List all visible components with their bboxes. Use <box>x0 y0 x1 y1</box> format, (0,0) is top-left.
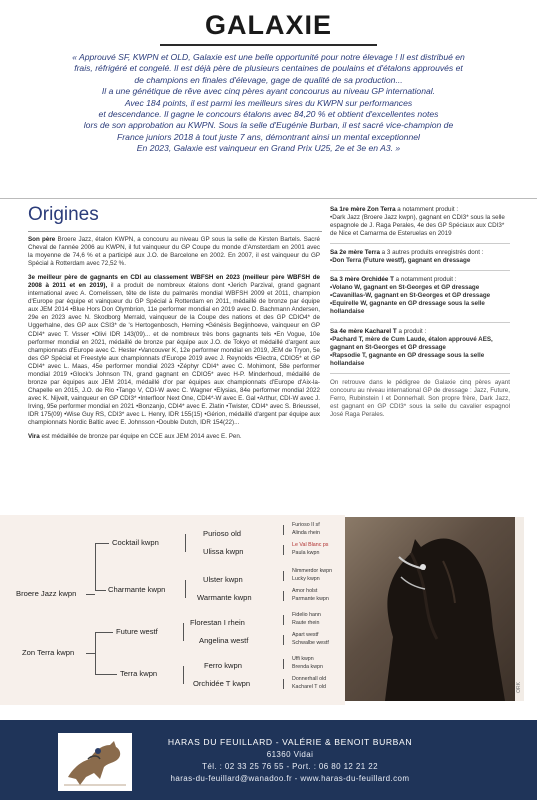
dam-4-text: a produit : <box>396 327 427 335</box>
pedigree-sire: Broere Jazz kwpn <box>16 589 77 598</box>
pedigree-connector <box>183 623 184 641</box>
dam-4-item: •Rapsodie T, gagnante en GP dressage sous la selle hollandaise <box>330 351 485 367</box>
pedigree-g3: Ferro kwpn <box>204 661 242 670</box>
pedigree-g3: Ulster kwpn <box>203 575 243 584</box>
pedigree-connector <box>185 580 186 598</box>
pedigree-g4: Kacharel T old <box>292 684 326 690</box>
pedigree-g3: Warmante kwpn <box>197 593 252 602</box>
photo-credit: ORK <box>516 682 522 693</box>
pedigree-connector <box>283 571 284 581</box>
pedigree-g2: Charmante kwpn <box>108 585 166 594</box>
pedigree-g3: Florestan I rhein <box>190 618 245 627</box>
pedigree-g4: Donnerhall old <box>292 676 327 682</box>
pedigree-connector <box>283 525 284 535</box>
pedigree-g4: Brenda kwpn <box>292 664 323 670</box>
pedigree-connector <box>95 543 109 544</box>
pedigree-g4: Fidelio hann <box>292 612 321 618</box>
vira-lead: Vira <box>28 433 40 441</box>
pedigree-connector <box>95 632 96 675</box>
intro-line: France juniors 2018 à tout juste 7 ans, démontrant ainsi un mental exceptionnel <box>117 131 420 142</box>
section-divider <box>0 198 537 199</box>
footer-city: 61360 Vidai <box>266 750 314 759</box>
dam-divider <box>330 243 510 244</box>
intro-line: lors de son approbation au KWPN. Sous la selle d'Eugénie Burban, il est sacré vice-champion de <box>83 120 454 131</box>
pedigree-g4: Furioso II sf <box>292 522 320 528</box>
progeny-paragraph <box>28 274 320 427</box>
intro-line: de champions en finales d'élevage, gage de qualité de sa production... <box>134 74 403 85</box>
jumping-horse-icon <box>58 733 132 791</box>
dam-2-block <box>330 249 510 265</box>
sire-text: Broere Jazz, étalon KWPN, a concouru au niveau GP sous la selle de Kirsten Bartels. Sacré Cheval de l'année 2006 au KWPN, il fut vainqueur du GP Coupe du monde d'Amsterdam en 2001 avec la moyenne de 74,6 % et a participé aux J.O. de Barcelone en 2002. En 2007, il est vainqueur du GP Spécial à Rotterdam avec 72,52 %. <box>28 236 320 268</box>
pedigree-g4: Amor holst <box>292 588 318 594</box>
pedigree-g2: Cocktail kwpn <box>112 538 159 547</box>
intro-line: En 2023, Galaxie est vainqueur en Grand Prix U25, 2e et 3e en A3. » <box>136 143 401 154</box>
title-divider <box>160 44 377 46</box>
pedigree-connector <box>185 534 186 552</box>
pedigree-g4: Lucky kwpn <box>292 576 320 582</box>
progeny-lead: 3e meilleur père de gagnants en CDI au classement WBFSH en 2023 (meilleur père WBFSH de 2008 à 2011 et en 2019), <box>28 274 320 290</box>
pedigree-g4: Nimmerdor kwpn <box>292 568 333 574</box>
footer-phone: Tél. : 02 33 25 76 55 - Port. : 06 80 12 21 22 <box>202 762 378 771</box>
pedigree-g2: Future westf <box>116 627 158 636</box>
pedigree-g4: Uffi kwpn <box>292 656 314 662</box>
pedigree-connector <box>95 543 96 591</box>
dam-divider <box>330 270 510 271</box>
horse-photo <box>345 517 524 701</box>
dam-4-item: •Pachard T, mère de Cum Laude, étalon approuvé AES, gagnant en St-Georges et GP dressage <box>330 335 493 351</box>
dam-1-lead: Sa 1re mère Zon Terra <box>330 206 396 213</box>
dam-3-block <box>330 276 510 316</box>
pedigree-g4: Paula kwpn <box>292 550 320 556</box>
dam-divider <box>330 322 510 323</box>
dam-1-block <box>330 206 510 238</box>
pedigree-connector <box>283 679 284 689</box>
pedigree-connector <box>95 674 117 675</box>
pedigree-g2: Terra kwpn <box>120 669 158 678</box>
dam-3-item: •Cavanillas-W, gagnant en St-Georges et GP dressage <box>330 292 491 300</box>
pedigree-connector <box>283 591 284 601</box>
dam-divider <box>330 373 510 374</box>
pedigree-g4: Schwalbe westf <box>292 640 329 646</box>
dam-2-text: a 3 autres produits enregistrés dont : <box>379 249 484 257</box>
pedigree-connector <box>86 594 95 595</box>
pedigree-dam: Zon Terra kwpn <box>22 648 75 657</box>
pedigree-g4: Parmante kwpn <box>292 596 329 602</box>
dam-2-lead: Sa 2e mère Terra <box>330 249 380 257</box>
pedigree-connector <box>95 590 106 591</box>
page-title: GALAXIE <box>204 10 332 40</box>
origines-heading: Origines <box>28 204 99 225</box>
vira-text: est médaillée de bronze par équipe en CCE aux JEM 2014 avec E. Pen. <box>39 433 242 441</box>
dam-4-block <box>330 328 510 368</box>
pedigree-connector <box>95 632 113 633</box>
intro-line: Avec 184 points, il est parmi les meilleurs sires du KWPN sur performances <box>124 97 413 108</box>
dam-2-item: •Don Terra (Future westf), gagnant en dressage <box>330 257 471 265</box>
progeny-text: il a produit de nombreux étalons dont •Jerich Parzival, grand gagnant international avec A. Cornelissen, tête de liste du palmarès mondial WBFSH 2009 et 2011, champion d'Europe par équipe et vainqueur du GP Spécial à Rotterdam en 2011, médaillé de bronze par équipe aux JEM 2014 •Blue Hors Don Olymbrion, 11e performer mondial en 2019 avec D. Bachmann Andersen, 29e en 2023 avec N. Skodborg Merrald, vainqueur de la Coupe des nations et des GP CDIO4* de Uggerhalne, des GP aux CSI3* de 's Hertogenbosch, Herning •Génésis Begijnhoeve, vainqueur en GP CDI4* avec T. Visser •Olivi IDR 143(09)... et de nombreux très bons gagnants tels •En Vogue, 10e performer mondial en 2021, médaillé de bronze par équipe aux J.O. de Tokyo et médaillé d'argent aux championnats d'Europe avec C. Hester •Vancouver K, 12e performer mondial en 2019, JEM de Tryon, 5e des GP Spécial et Freestyle aux championnats d'Europe 2019 avec J. Reynolds •Electra, CDIO5* et GP CDI4* avec L. Maas, 45e performer mondial 2023 •Zéphyr CDI4* avec C. Mohimont, 58e performer mondial 2019 •Glock's Johnson TN, grand gagnant en CDIO5* avec H-P. Minderhoud, médaillé de bronze par équipes aux JEM 2014, médaillé d'or par équipes aux championnats d'Europe d'Aix-la-Chapelle en 2015, J.O. de Rio •Tango V, CDI-W avec C. Wagner •Elysias, 84e performer mondial 2022 avec K. Nijvelt, vainqueur en GP CDI3* •Interfloor Next One, CDI4*-W avec E. Gal •Arthur, CDI-W avec J. Irving, 95e performer mondial en 2021 •Bonzanjo, CDI4* avec E. Zlatin •Twister, CDI4* avec S. Brieussel, IDR 175(09) •Wise Guy RS, CDI3* avec L. Henry, IDR 155(15) •Gérion, médaillé d'argent par équipe aux championnats Nordic Baltic avec E. Johnsson •Double Dutch, IDR 154(22)... <box>28 282 320 427</box>
origines-right-column <box>330 206 510 419</box>
intro-line: et descendance. Il gagne le concours étalons avec 84,20 % et obtient d'excellentes notes <box>98 109 439 120</box>
pedigree-g4: Apart westf <box>292 632 319 638</box>
photo-margin <box>515 517 524 701</box>
footer-haras-name: HARAS DU FEUILLARD - VALÉRIE & BENOIT BURBAN <box>167 737 413 747</box>
dam-1-text: a notamment produit : <box>395 206 459 213</box>
pedigree-summary: On retrouve dans le pédigree de Galaxie cinq pères ayant concouru au niveau international GP de dressage : Jazz, Future, Ferro, Rubinstein I et Donnerhall. Son propre frère, Dark Jazz, est gagnant en GP CDI3* sous la selle du cavalier espagnol José Raga Perales. <box>330 378 510 418</box>
dam-1-item: •Dark Jazz (Broere Jazz kwpn), gagnant en CDI3* sous la selle espagnole de J. Raga Perales, 4e des GP Spéciaux aux CDI3* de Nice et Camarma de Esteruelas en 2019 <box>330 214 505 238</box>
horse-silhouette-icon <box>345 517 524 701</box>
intro-line: frais, réfrigéré et congelé. Il est déjà père de plusieurs centaines de poulains et d'étalons approuvés et <box>74 63 463 74</box>
pedigree-connector <box>86 653 95 654</box>
intro-quote <box>28 52 509 155</box>
footer-web: haras-du-feuillard@wanadoo.fr - www.haras-du-feuillard.com <box>170 774 410 783</box>
pedigree-g4: Alinda rhein <box>292 530 320 536</box>
pedigree-g3: Orchidée T kwpn <box>193 679 251 688</box>
pedigree-g3: Angelina westf <box>199 636 249 645</box>
sire-paragraph <box>28 236 320 268</box>
pedigree-g4: Raute rhein <box>292 620 320 626</box>
pedigree-g3: Ulissa kwpn <box>203 547 244 556</box>
intro-line: « Approuvé SF, KWPN et OLD, Galaxie est une belle opportunité pour notre élevage ! Il est distribué en <box>72 52 465 62</box>
pedigree-connector <box>283 545 284 555</box>
dam-3-lead: Sa 3 mère Orchidée T <box>330 276 394 284</box>
origines-divider <box>28 231 322 232</box>
sire-lead: Son père <box>28 236 56 243</box>
dam-3-item: •Volano W, gagnant en St-Georges et GP dressage <box>330 284 480 292</box>
pedigree-connector <box>283 615 284 625</box>
dam-3-item: •Equirelle W, gagnante en GP dressage sous la selle hollandaise <box>330 300 485 316</box>
pedigree-connector <box>283 635 284 645</box>
origines-left-column <box>28 236 320 447</box>
intro-line: Il a une génétique de rêve avec cinq pères ayant concourus au niveau GP international. <box>101 86 436 97</box>
haras-logo <box>58 733 132 791</box>
pedigree-g4: Le Val Blanc ps <box>292 542 329 548</box>
dam-3-text: a notamment produit : <box>393 276 457 284</box>
dam-4-lead: Sa 4e mère Kacharel T <box>330 327 397 335</box>
pedigree-connector <box>283 659 284 669</box>
vira-paragraph <box>28 433 320 441</box>
pedigree-connector <box>183 666 184 684</box>
pedigree-g3: Purioso old <box>203 529 241 538</box>
